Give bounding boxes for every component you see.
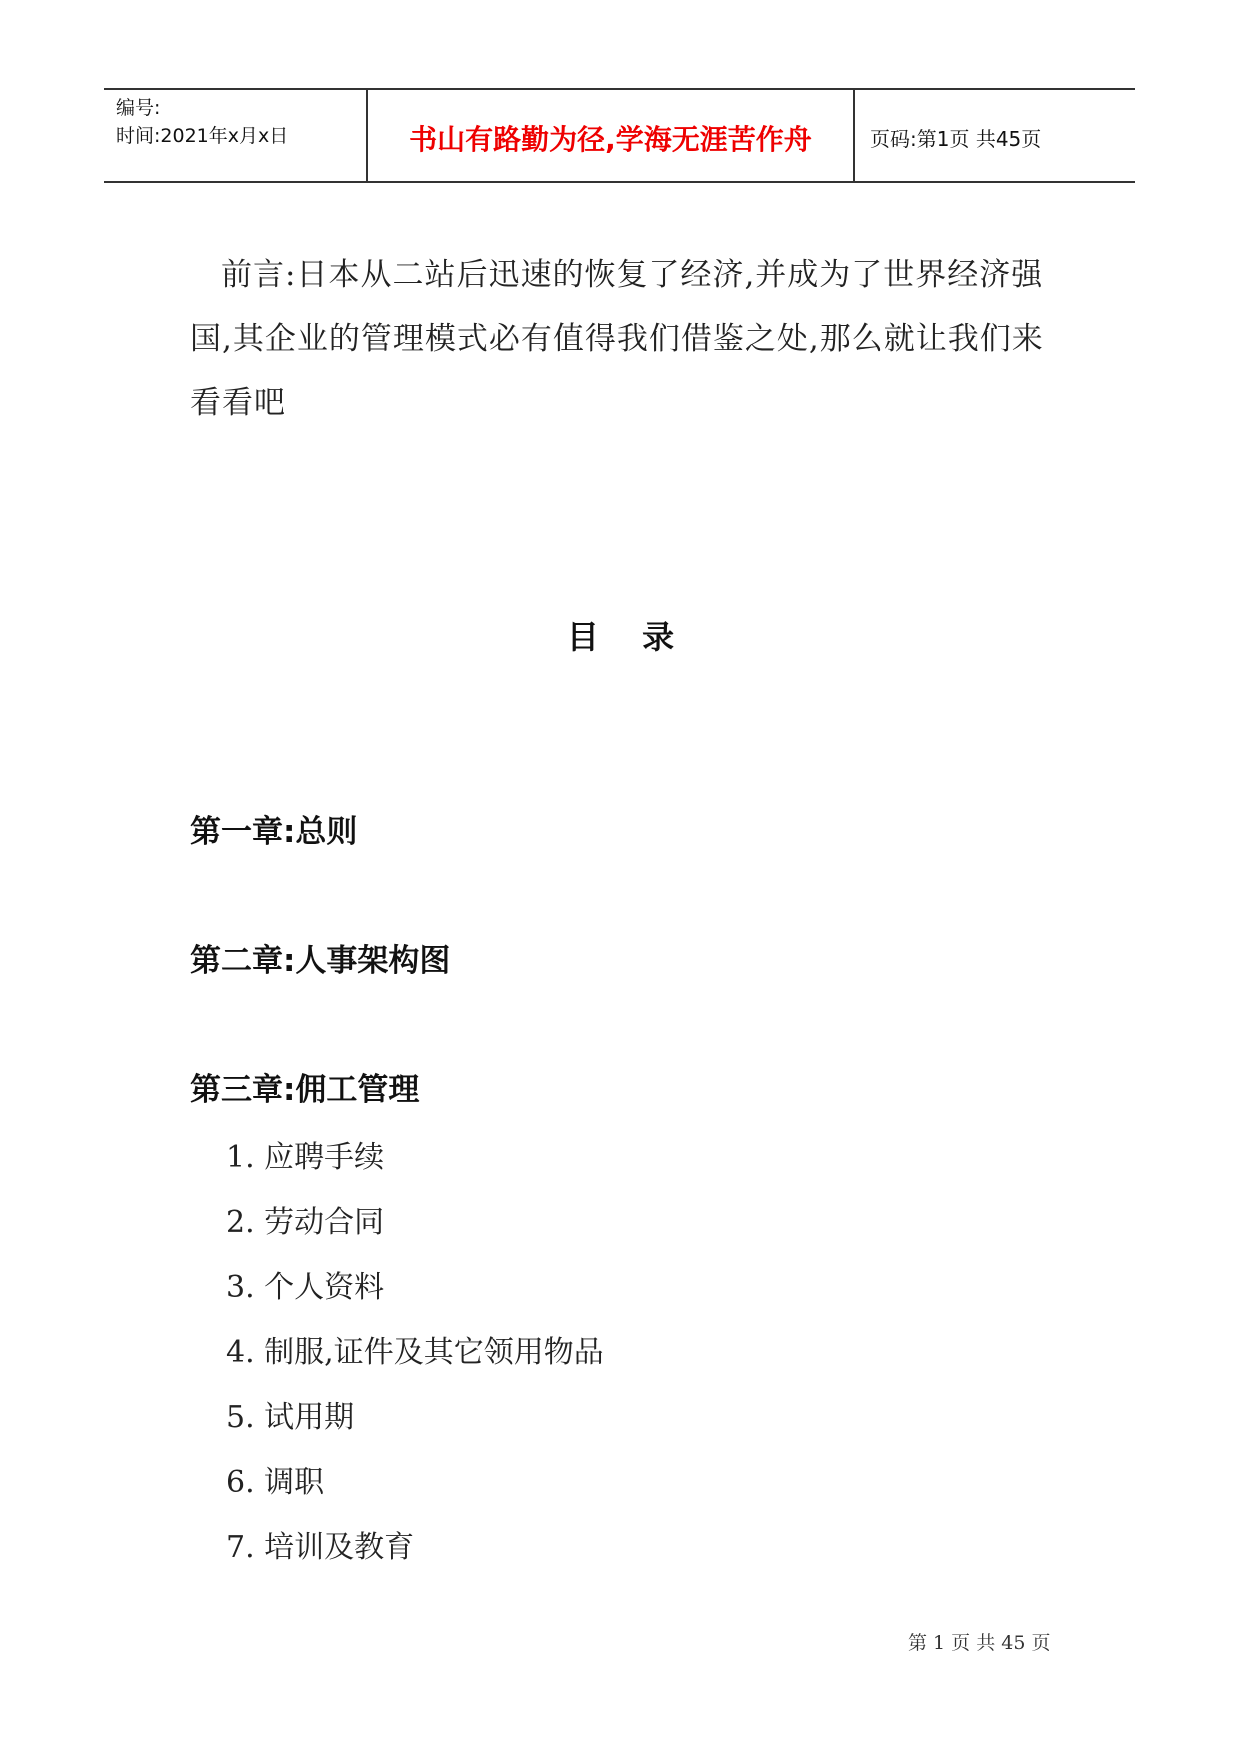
header-page-number: 页码:第1页 共45页: [870, 127, 1042, 151]
header-meta: [116, 94, 288, 150]
document-number-label: 编号:: [116, 97, 161, 119]
toc-item: 1. 应聘手续: [226, 1140, 385, 1175]
header-motto: 书山有路勤为径,学海无涯苦作舟: [409, 123, 812, 156]
document-date-label: 时间:2021年x月x日: [116, 125, 289, 147]
toc-chapter: 第二章:人事架构图: [190, 943, 451, 979]
toc-chapter: 第三章:佣工管理: [190, 1072, 420, 1108]
preface-paragraph: 前言:日本从二站后迅速的恢复了经济,并成为了世界经济强国,其企业的管理模式必有值得我们借鉴之处,那么就让我们来看看吧: [190, 257, 1044, 421]
toc-item: 3. 个人资料: [226, 1270, 385, 1305]
toc-item: 7. 培训及教育: [226, 1530, 415, 1565]
toc-chapter: 第一章:总则: [190, 814, 358, 850]
toc-item: 4. 制服,证件及其它领用物品: [226, 1335, 604, 1370]
toc-item: 5. 试用期: [226, 1400, 355, 1435]
toc-item: 6. 调职: [226, 1465, 325, 1500]
toc-title: 目 录: [566, 618, 691, 656]
header-divider: [853, 90, 855, 181]
toc-item: 2. 劳动合同: [226, 1205, 385, 1240]
page-footer: 第 1 页 共 45 页: [908, 1632, 1051, 1654]
document-header: [104, 88, 1135, 183]
